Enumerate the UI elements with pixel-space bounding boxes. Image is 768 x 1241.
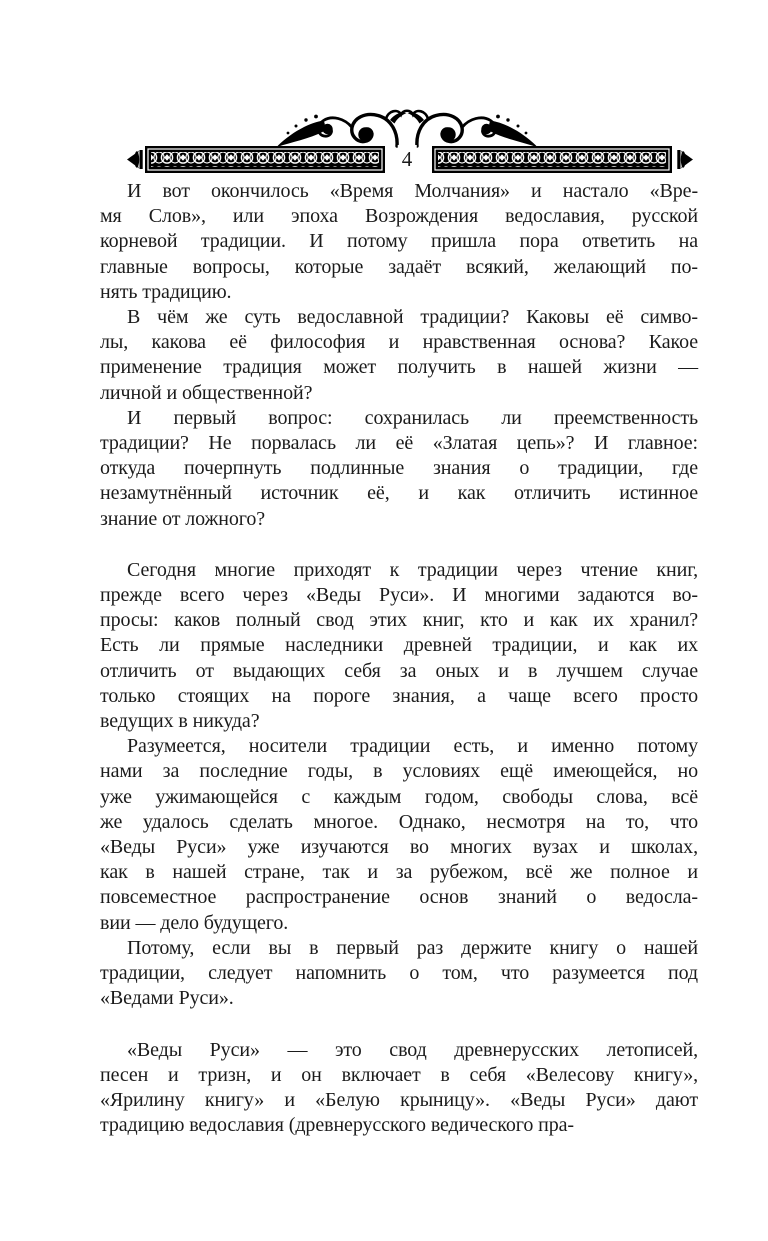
text-line: «Ярилину книгу» и «Белую крыницу». «Веды Руси» дают (100, 1088, 698, 1111)
page-number: 4 (398, 145, 417, 173)
text-line: же удалось сделать многое. Однако, несмотря на то, что (100, 810, 698, 833)
arrow-finial-left (127, 150, 143, 169)
paragraph (100, 305, 698, 406)
text-line: традиции? Не порвалась ли её «Златая цепь»? И главное: (100, 432, 698, 455)
text-line: Потому, если вы в первый раз держите книгу о нашей (127, 936, 698, 959)
text-line: И первый вопрос: сохранилась ли преемственность (127, 406, 698, 429)
text-line: ведущих в никуда? (100, 710, 260, 733)
text-line: «Ведами Руси». (100, 987, 234, 1010)
text-line: лы, какова её философия и нравственная основа? Какое (100, 331, 698, 354)
text-line: традиции, следует напомнить о том, что разумеется под (100, 962, 698, 985)
text-line: Разумеется, носители традиции есть, и именно потому (127, 735, 698, 758)
band-right (432, 146, 672, 173)
text-line: применение традиция может получить в нашей жизни — (100, 356, 698, 379)
paragraph (100, 406, 698, 532)
paragraph (100, 558, 698, 734)
text-line: И вот окончилось «Время Молчания» и настало «Вре- (127, 180, 698, 202)
text-line: незамутнённый источник её, и как отличить истинное (100, 482, 698, 505)
text-line: «Веды Руси» — это свод древнерусских летописей, (127, 1038, 698, 1061)
text-line: Сегодня многие приходят к традиции через чтение книг, (127, 558, 698, 581)
text-line: песен и тризн, и он включает в себя «Велесову книгу», (100, 1063, 698, 1086)
text-line: нять традицию. (100, 280, 232, 303)
text-line: отличить от выдающих себя за оных и в лучшем случае (100, 659, 698, 682)
text-line: знание от ложного? (100, 507, 266, 530)
text-line: откуда почерпнуть подлинные знания о традиции, где (100, 457, 698, 480)
text-line: уже ужимающейся с каждым годом, свободы слова, всё (100, 785, 698, 808)
paragraph (100, 179, 698, 305)
text-line: повсеместное распространение основ знаний о ведосла- (100, 886, 698, 909)
text-line: В чём же суть ведославной традиции? Каковы её симво- (127, 306, 698, 329)
text-line: прежде всего через «Веды Руси». И многими задаются во- (100, 584, 698, 607)
paragraph (100, 734, 698, 936)
text-line: только стоящих на пороге знания, а чаще всего просто (100, 684, 698, 707)
band-left (145, 146, 385, 173)
paragraph-gap (100, 1012, 698, 1038)
text-line: просы: каков полный свод этих книг, кто и как их хранил? (100, 609, 698, 632)
paragraph (100, 936, 698, 1012)
paragraph-gap (100, 532, 698, 558)
text-line: вии — дело будущего. (100, 911, 289, 934)
paragraph (100, 1038, 698, 1139)
text-line: корневой традиции. И потому пришла пора ответить на (100, 230, 698, 253)
text-line: мя Слов», или эпоха Возрождения ведославия, русской (100, 205, 698, 228)
text-line: «Веды Руси» уже изучаются во многих вузах и школах, (100, 836, 698, 859)
text-line: нами за последние годы, в условиях ещё имеющейся, но (100, 760, 698, 783)
text-line: Есть ли прямые наследники древней традиции, и как их (100, 634, 698, 657)
text-line: традицию ведославия (древнерусского ведического пра- (100, 1114, 574, 1137)
text-line: личной и общественной? (100, 381, 313, 404)
text-line: главные вопросы, которые задаёт всякий, желающий по- (100, 255, 698, 278)
text-line: как в нашей стране, так и за рубежом, всё же полное и (100, 861, 698, 884)
text-block (100, 179, 698, 1138)
arrow-finial-right (677, 150, 693, 169)
